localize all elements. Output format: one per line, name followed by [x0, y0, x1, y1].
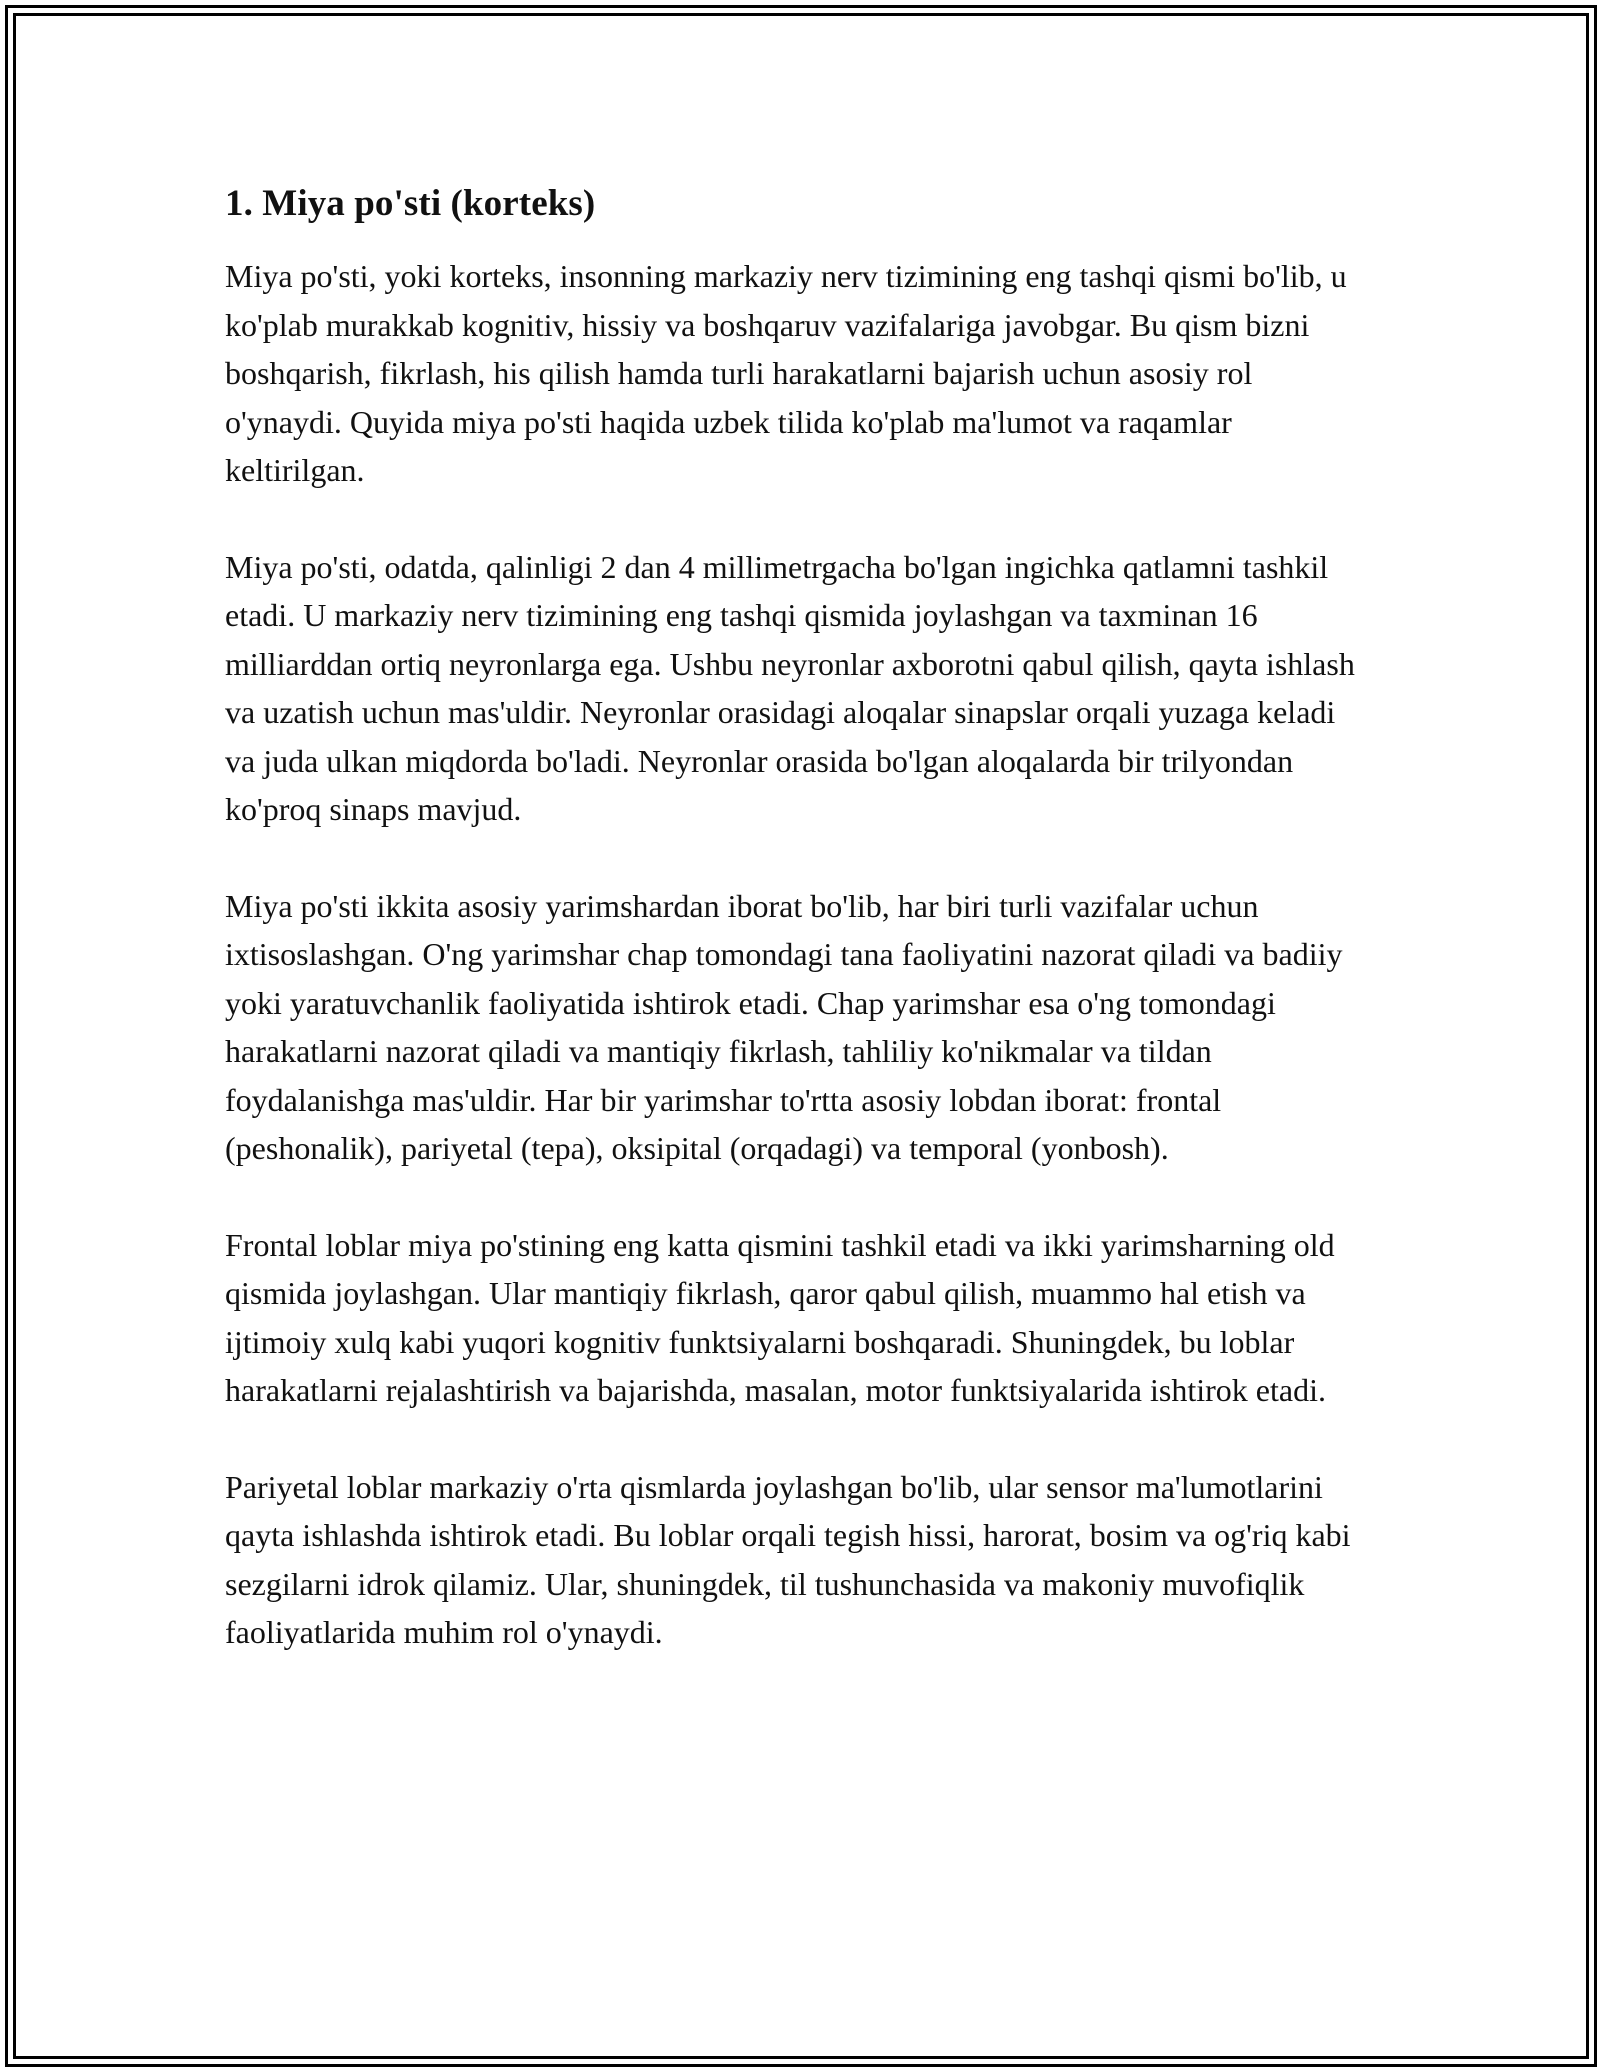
document-body [225, 180, 1365, 1705]
paragraph-parietal-lobes: Pariyetal loblar markaziy o'rta qismlarda joylashgan bo'lib, ular sensor ma'lumotlarini qayta ishlashda ishtirok etadi. Bu loblar orqali tegish hissi, harorat, bosim va og'riq kabi sezgilarni idrok qilamiz. Ular, shuningdek, til tushunchasida va makoniy muvofiqlik faoliyatlarida muhim rol o'ynaydi. [225, 1468, 1351, 1650]
paragraph-hemispheres: Miya po'sti ikkita asosiy yarimshardan iborat bo'lib, har biri turli vazifalar uchun ixtisoslashgan. O'ng yarimshar chap tomondagi tana faoliyatini nazorat qiladi va badiiy yoki yaratuvchanlik faoliyatida ishtirok etadi. Chap yarimshar esa o'ng tomondagi harakatlarni nazorat qiladi va mantiqiy fikrlash, tahliliy ko'nikmalar va tildan foydalanishga mas'uldir. Har bir yarimshar to'rtta asosiy lobdan iborat: frontal (peshonalik), pariyetal (tepa), oksipital (orqadagi) va temporal (yonbosh). [225, 887, 1343, 1166]
paragraph-intro: Miya po'sti, yoki korteks, insonning markaziy nerv tizimining eng tashqi qismi bo'lib, u ko'plab murakkab kognitiv, hissiy va boshqaruv vazifalariga javobgar. Bu qism bizni boshqarish, fikrlash, his qilish hamda turli harakatlarni bajarish uchun asosiy rol o'ynaydi. Quyida miya po'sti haqida uzbek tilida ko'plab ma'lumot va raqamlar keltirilgan. [225, 258, 1347, 488]
section-heading: 1. Miya po'sti (korteks) [225, 183, 596, 224]
paragraph-thickness-neurons: Miya po'sti, odatda, qalinligi 2 dan 4 millimetrgacha bo'lgan ingichka qatlamni tashkil etadi. U markaziy nerv tizimining eng tashqi qismida joylashgan va taxminan 16 milliarddan ortiq neyronlarga ega. Ushbu neyronlar axborotni qabul qilish, qayta ishlash va uzatish uchun mas'uldir. Neyronlar orasidagi aloqalar sinapslar orqali yuzaga keladi va juda ulkan miqdorda bo'ladi. Neyronlar orasida bo'lgan aloqalarda bir trilyondan ko'proq sinaps mavjud. [225, 548, 1355, 827]
paragraph-frontal-lobes: Frontal loblar miya po'stining eng katta qismini tashkil etadi va ikki yarimsharning old qismida joylashgan. Ular mantiqiy fikrlash, qaror qabul qilish, muammo hal etish va ijtimoiy xulq kabi yuqori kognitiv funktsiyalarni boshqaradi. Shuningdek, bu loblar harakatlarni rejalashtirish va bajarishda, masalan, motor funktsiyalarida ishtirok etadi. [225, 1226, 1335, 1408]
